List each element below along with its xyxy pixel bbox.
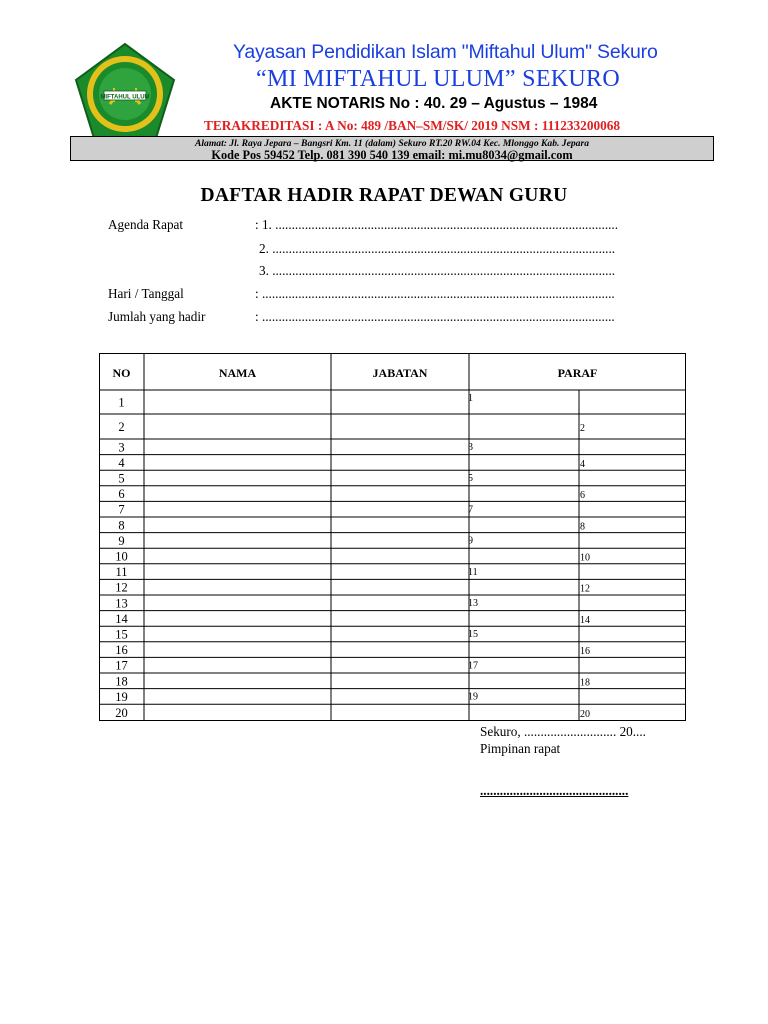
paraf-number: 2 bbox=[580, 423, 585, 434]
agenda-item-1: : 1. ........................................................................................................ bbox=[255, 217, 619, 232]
paraf-number: 1 bbox=[468, 393, 473, 404]
row-number: 1 bbox=[118, 395, 125, 410]
row-number: 10 bbox=[115, 549, 128, 564]
paraf-number: 8 bbox=[580, 521, 585, 533]
row-number: 12 bbox=[115, 580, 128, 595]
table-header: JABATAN bbox=[372, 366, 428, 380]
accreditation-info: TERAKREDITASI : A No: 489 /BAN–SM/SK/ 2019 NSM : 111233200068 bbox=[204, 118, 621, 133]
row-number: 5 bbox=[118, 471, 125, 486]
agenda-item-2: 2. ........................................................................................................ bbox=[259, 241, 616, 256]
table-header: PARAF bbox=[557, 366, 598, 380]
attendance-count-value: : ........................................................................................................... bbox=[255, 309, 615, 324]
paraf-number: 3 bbox=[468, 442, 473, 453]
row-number: 2 bbox=[118, 420, 125, 434]
agenda-item-3: 3. ........................................................................................................ bbox=[259, 263, 616, 278]
notary-deed: AKTE NOTARIS No : 40. 29 – Agustus – 1984 bbox=[270, 95, 598, 112]
signer-role: Pimpinan rapat bbox=[480, 741, 561, 756]
agenda-label: Agenda Rapat bbox=[108, 217, 184, 232]
paraf-number: 18 bbox=[580, 677, 590, 689]
attendance-table bbox=[99, 353, 686, 721]
logo-banner-text: MIFTAHUL ULUM bbox=[100, 94, 150, 101]
paraf-number: 5 bbox=[468, 473, 473, 485]
row-number: 17 bbox=[115, 658, 128, 673]
row-number: 15 bbox=[115, 627, 128, 642]
attendance-count-label: Jumlah yang hadir bbox=[108, 309, 206, 324]
foundation-name: Yayasan Pendidikan Islam "Miftahul Ulum" Sekuro bbox=[233, 41, 658, 63]
date-value: : ........................................................................................................... bbox=[255, 286, 615, 301]
paraf-number: 20 bbox=[580, 709, 590, 721]
signature-line: ............................................. bbox=[480, 783, 629, 798]
paraf-number: 6 bbox=[580, 490, 585, 502]
school-logo bbox=[70, 42, 180, 142]
paraf-number: 19 bbox=[468, 691, 478, 703]
row-number: 11 bbox=[115, 565, 128, 580]
date-label: Hari / Tanggal bbox=[108, 286, 184, 301]
table-header: NO bbox=[112, 366, 131, 380]
paraf-number: 15 bbox=[468, 629, 478, 641]
row-number: 9 bbox=[118, 533, 125, 548]
address-box bbox=[70, 136, 714, 161]
document-title: DAFTAR HADIR RAPAT DEWAN GURU bbox=[200, 185, 568, 206]
place-date: Sekuro, ............................ 20.... bbox=[480, 724, 646, 739]
paraf-number: 16 bbox=[580, 646, 590, 658]
row-number: 4 bbox=[118, 455, 125, 470]
paraf-number: 14 bbox=[580, 614, 590, 626]
paraf-number: 12 bbox=[580, 583, 590, 595]
paraf-number: 11 bbox=[468, 566, 478, 578]
row-number: 19 bbox=[115, 689, 128, 704]
row-number: 20 bbox=[115, 706, 128, 721]
row-number: 14 bbox=[115, 611, 128, 626]
paraf-number: 13 bbox=[468, 598, 478, 609]
contact-line: Kode Pos 59452 Telp. 081 390 540 139 email: mi.mu8034@gmail.com bbox=[211, 148, 573, 162]
paraf-number: 9 bbox=[468, 535, 473, 547]
row-number: 8 bbox=[118, 518, 125, 533]
row-number: 13 bbox=[115, 596, 128, 611]
paraf-number: 10 bbox=[580, 552, 590, 564]
address-line: Alamat: Jl. Raya Jepara – Bangsri Km. 11 (dalam) Sekuro RT.20 RW.04 Kec. Mlonggo Kab. Jepara bbox=[194, 138, 589, 149]
row-number: 6 bbox=[118, 487, 125, 502]
row-number: 18 bbox=[115, 674, 128, 689]
school-name: “MI MIFTAHUL ULUM” SEKURO bbox=[256, 66, 620, 92]
table-header: NAMA bbox=[218, 366, 257, 380]
row-number: 16 bbox=[115, 643, 128, 658]
paraf-number: 17 bbox=[468, 660, 478, 672]
paraf-number: 4 bbox=[580, 458, 585, 470]
paraf-number: 7 bbox=[468, 504, 473, 516]
row-number: 7 bbox=[118, 502, 125, 517]
row-number: 3 bbox=[118, 440, 125, 455]
table-border bbox=[100, 354, 686, 721]
